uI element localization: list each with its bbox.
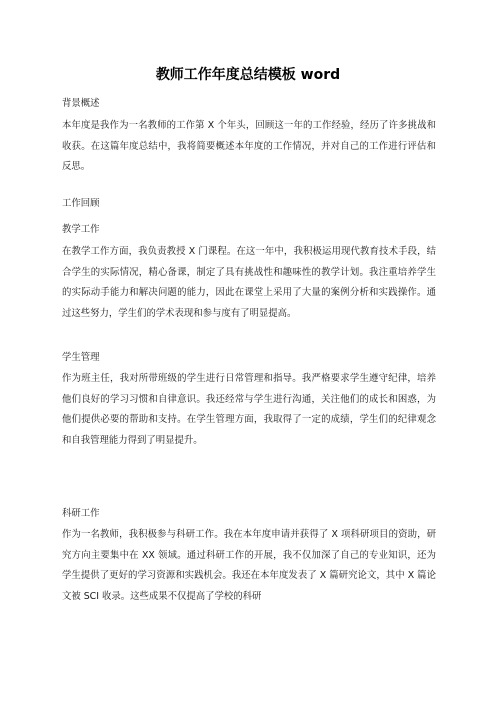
paragraph-student-management: 作为班主任，我对所带班级的学生进行日常管理和指导。我严格要求学生遵守纪律，培养他们良好的学习习惯和自律意识。我还经常与学生进行沟通，关注他们的成长和困惑，为他们提供必要的帮助和支持。在学生管理方面，我取得了一定的成绩，学生们的纪律观念和自我管理能力得到了明显提升。 [62,373,436,446]
section-heading-background: 背景概述 [62,98,100,109]
subheading-student-management: 学生管理 [62,352,100,363]
document-title: 教师工作年度总结模板 word [155,67,341,83]
section-heading-review: 工作回顾 [62,198,100,209]
paragraph-background: 本年度是我作为一名教师的工作第 X 个年头，回顾这一年的工作经验，经历了许多挑战和收获。在这篇年度总结中，我将简要概述本年度的工作情况，并对自己的工作进行评估和反思。 [62,120,436,172]
subheading-research: 科研工作 [62,508,100,519]
paragraph-research: 作为一名教师，我积极参与科研工作。我在本年度申请并获得了 X 项科研项目的资助，研究方向主要集中在 XX 领域。通过科研工作的开展，我不仅加深了自己的专业知识，还为学生提供了更好的学习资源和实践机会。我还在本年度发表了 X 篇研究论文，其中 X 篇论文被 SCI 收录。这些成果不仅提高了学校的科研 [62,529,436,602]
subheading-teaching: 教学工作 [62,224,100,235]
paragraph-teaching: 在教学工作方面，我负责教授 X 门课程。在这一年中，我积极运用现代教育技术手段，结合学生的实际情况，精心备课，制定了具有挑战性和趣味性的教学计划。我注重培养学生的实际动手能力和解决问题的能力，因此在课堂上采用了大量的案例分析和实践操作。通过这些努力，学生们的学术表现和参与度有了明显提高。 [62,246,436,319]
